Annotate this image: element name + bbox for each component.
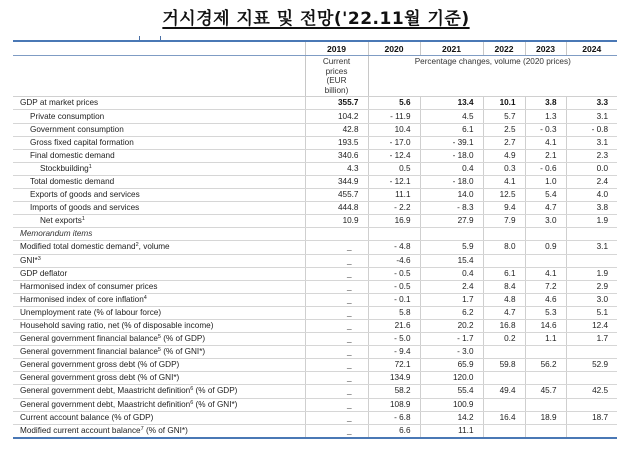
year-header: 2021 bbox=[420, 41, 483, 56]
value-cell-2022: 5.7 bbox=[483, 110, 525, 123]
value-cell-2023: 14.6 bbox=[525, 319, 566, 332]
table-row bbox=[13, 280, 617, 293]
value-cell-2023: 45.7 bbox=[525, 385, 566, 398]
value-cell-2024: 0.0 bbox=[566, 162, 617, 175]
value-cell-2021: 14.2 bbox=[420, 411, 483, 424]
value-cell-2022: 8.0 bbox=[483, 241, 525, 254]
value-cell-2022: 7.9 bbox=[483, 215, 525, 228]
value-cell-2019: 193.5 bbox=[305, 136, 368, 149]
footnote-marker: 5 bbox=[157, 334, 161, 341]
value-cell-2019: _ bbox=[305, 398, 368, 411]
row-label: Government consumption bbox=[13, 123, 305, 136]
value-cell-2024: - 0.8 bbox=[566, 123, 617, 136]
row-label: GNI*$^3$ bbox=[13, 254, 305, 267]
value-cell-2021: 11.1 bbox=[420, 424, 483, 438]
value-cell-2020: - 2.2 bbox=[368, 202, 420, 215]
value-cell-2023 bbox=[525, 372, 566, 385]
value-cell-2023: 4.6 bbox=[525, 293, 566, 306]
row-label: General government debt, Maastricht definition$^6$ (% of GDP) bbox=[13, 385, 305, 398]
row-label: Imports of goods and services bbox=[13, 202, 305, 215]
value-cell-2023: 18.9 bbox=[525, 411, 566, 424]
value-cell-2021: - 3.0 bbox=[420, 346, 483, 359]
table-row bbox=[13, 372, 617, 385]
value-cell-2020: 108.9 bbox=[368, 398, 420, 411]
percentage-changes-note: Percentage changes, volume (2020 prices) bbox=[368, 56, 617, 97]
value-cell-2024: 3.1 bbox=[566, 241, 617, 254]
value-cell-2024 bbox=[566, 228, 617, 241]
footnote-marker: 1 bbox=[88, 163, 92, 170]
value-cell-2020: - 11.9 bbox=[368, 110, 420, 123]
value-cell-2021: 65.9 bbox=[420, 359, 483, 372]
row-label: Current account balance (% of GDP) bbox=[13, 411, 305, 424]
value-cell-2021: 20.2 bbox=[420, 319, 483, 332]
value-cell-2022: 0.2 bbox=[483, 333, 525, 346]
value-cell-2023: 3.0 bbox=[525, 215, 566, 228]
value-cell-2023: 3.8 bbox=[525, 97, 566, 110]
table-row bbox=[13, 293, 617, 306]
row-label: Harmonised index of consumer prices bbox=[13, 280, 305, 293]
year-header-row bbox=[13, 41, 617, 56]
value-cell-2024: 18.7 bbox=[566, 411, 617, 424]
value-cell-2019: _ bbox=[305, 346, 368, 359]
value-cell-2021: 15.4 bbox=[420, 254, 483, 267]
footnote-marker: 1 bbox=[81, 216, 85, 223]
footnote-marker: 4 bbox=[143, 294, 147, 301]
value-cell-2024: 1.7 bbox=[566, 333, 617, 346]
value-cell-2023 bbox=[525, 346, 566, 359]
value-cell-2022: 9.4 bbox=[483, 202, 525, 215]
value-cell-2020: - 6.8 bbox=[368, 411, 420, 424]
value-cell-2022: 59.8 bbox=[483, 359, 525, 372]
value-cell-2019: 455.7 bbox=[305, 189, 368, 202]
value-cell-2022: 16.4 bbox=[483, 411, 525, 424]
value-cell-2020: 72.1 bbox=[368, 359, 420, 372]
value-cell-2024: 2.9 bbox=[566, 280, 617, 293]
value-cell-2023: 4.1 bbox=[525, 267, 566, 280]
value-cell-2023: 2.1 bbox=[525, 149, 566, 162]
value-cell-2019: _ bbox=[305, 280, 368, 293]
value-cell-2019: _ bbox=[305, 319, 368, 332]
value-cell-2020: -4.6 bbox=[368, 254, 420, 267]
value-cell-2024: 3.0 bbox=[566, 293, 617, 306]
value-cell-2021: 27.9 bbox=[420, 215, 483, 228]
unit-header-row bbox=[13, 56, 617, 97]
year-header: 2024 bbox=[566, 41, 617, 56]
table-row bbox=[13, 175, 617, 188]
table-row bbox=[13, 424, 617, 438]
row-label: General government financial balance$^5$ (% of GDP) bbox=[13, 333, 305, 346]
row-label: Net exports$^1$ bbox=[13, 215, 305, 228]
value-cell-2019: _ bbox=[305, 424, 368, 438]
value-cell-2022: 4.8 bbox=[483, 293, 525, 306]
table-body bbox=[13, 97, 617, 438]
footnote-marker: 2 bbox=[135, 242, 139, 249]
value-cell-2019: _ bbox=[305, 241, 368, 254]
table-row bbox=[13, 398, 617, 411]
value-cell-2022: 4.7 bbox=[483, 306, 525, 319]
value-cell-2024: 3.8 bbox=[566, 202, 617, 215]
value-cell-2021: 120.0 bbox=[420, 372, 483, 385]
footnote-marker: 6 bbox=[190, 386, 194, 393]
table-row bbox=[13, 267, 617, 280]
row-label: General government debt, Maastricht definition$^6$ (% of GNI*) bbox=[13, 398, 305, 411]
row-label: General government gross debt (% of GDP) bbox=[13, 359, 305, 372]
value-cell-2020 bbox=[368, 228, 420, 241]
value-cell-2021: - 1.7 bbox=[420, 333, 483, 346]
value-cell-2023: - 0.6 bbox=[525, 162, 566, 175]
row-label: Modified total domestic demand$^2$, volume bbox=[13, 241, 305, 254]
value-cell-2022: 4.9 bbox=[483, 149, 525, 162]
value-cell-2022: 0.3 bbox=[483, 162, 525, 175]
value-cell-2021: 0.4 bbox=[420, 267, 483, 280]
value-cell-2024: 1.9 bbox=[566, 267, 617, 280]
value-cell-2021: 6.2 bbox=[420, 306, 483, 319]
row-label: Modified current account balance$^7$ (% of GNI*) bbox=[13, 424, 305, 438]
value-cell-2021: - 8.3 bbox=[420, 202, 483, 215]
value-cell-2024: 1.9 bbox=[566, 215, 617, 228]
table-row bbox=[13, 333, 617, 346]
table-row bbox=[13, 319, 617, 332]
value-cell-2023 bbox=[525, 398, 566, 411]
row-label: Total domestic demand bbox=[13, 175, 305, 188]
value-cell-2019: _ bbox=[305, 385, 368, 398]
row-label: Final domestic demand bbox=[13, 149, 305, 162]
table-row bbox=[13, 215, 617, 228]
row-label: Stockbuilding$^1$ bbox=[13, 162, 305, 175]
value-cell-2021: 6.1 bbox=[420, 123, 483, 136]
value-cell-2019: 104.2 bbox=[305, 110, 368, 123]
value-cell-2023: 1.0 bbox=[525, 175, 566, 188]
value-cell-2020: 11.1 bbox=[368, 189, 420, 202]
row-label: GDP deflator bbox=[13, 267, 305, 280]
value-cell-2023: 0.9 bbox=[525, 241, 566, 254]
value-cell-2024 bbox=[566, 424, 617, 438]
value-cell-2021 bbox=[420, 228, 483, 241]
value-cell-2021: 4.5 bbox=[420, 110, 483, 123]
value-cell-2024 bbox=[566, 346, 617, 359]
value-cell-2020: 10.4 bbox=[368, 123, 420, 136]
table-row bbox=[13, 136, 617, 149]
value-cell-2024: 5.1 bbox=[566, 306, 617, 319]
value-cell-2019: 340.6 bbox=[305, 149, 368, 162]
value-cell-2022: 4.1 bbox=[483, 175, 525, 188]
table-row bbox=[13, 306, 617, 319]
value-cell-2019: _ bbox=[305, 359, 368, 372]
value-cell-2024: 2.3 bbox=[566, 149, 617, 162]
row-label: Gross fixed capital formation bbox=[13, 136, 305, 149]
value-cell-2022: 12.5 bbox=[483, 189, 525, 202]
label-column-header bbox=[13, 41, 305, 56]
footnote-marker: 3 bbox=[37, 255, 41, 262]
year-header: 2020 bbox=[368, 41, 420, 56]
row-label: General government gross debt (% of GNI*) bbox=[13, 372, 305, 385]
value-cell-2020: 21.6 bbox=[368, 319, 420, 332]
current-prices-note: Current prices (EUR billion) bbox=[305, 56, 368, 97]
row-label: Harmonised index of core inflation$^4$ bbox=[13, 293, 305, 306]
value-cell-2022 bbox=[483, 228, 525, 241]
value-cell-2023: 5.4 bbox=[525, 189, 566, 202]
value-cell-2022: 8.4 bbox=[483, 280, 525, 293]
table-row bbox=[13, 359, 617, 372]
value-cell-2022: 49.4 bbox=[483, 385, 525, 398]
value-cell-2022: 2.5 bbox=[483, 123, 525, 136]
value-cell-2024: 3.3 bbox=[566, 97, 617, 110]
row-label: Unemployment rate (% of labour force) bbox=[13, 306, 305, 319]
value-cell-2021: 0.4 bbox=[420, 162, 483, 175]
year-header: 2023 bbox=[525, 41, 566, 56]
value-cell-2019: _ bbox=[305, 411, 368, 424]
value-cell-2020: - 0.5 bbox=[368, 267, 420, 280]
value-cell-2020: 5.6 bbox=[368, 97, 420, 110]
value-cell-2020: 134.9 bbox=[368, 372, 420, 385]
row-label: Household saving ratio, net (% of disposable income) bbox=[13, 319, 305, 332]
row-label: GDP at market prices bbox=[13, 97, 305, 110]
value-cell-2020: 58.2 bbox=[368, 385, 420, 398]
value-cell-2024: 3.1 bbox=[566, 110, 617, 123]
value-cell-2020: - 4.8 bbox=[368, 241, 420, 254]
value-cell-2021: 5.9 bbox=[420, 241, 483, 254]
value-cell-2020: 6.6 bbox=[368, 424, 420, 438]
table-row bbox=[13, 123, 617, 136]
value-cell-2022: 16.8 bbox=[483, 319, 525, 332]
value-cell-2020: - 0.1 bbox=[368, 293, 420, 306]
table-row bbox=[13, 254, 617, 267]
value-cell-2024: 12.4 bbox=[566, 319, 617, 332]
year-header: 2022 bbox=[483, 41, 525, 56]
value-cell-2019: _ bbox=[305, 293, 368, 306]
value-cell-2019: 42.8 bbox=[305, 123, 368, 136]
row-label: Exports of goods and services bbox=[13, 189, 305, 202]
value-cell-2021: - 18.0 bbox=[420, 175, 483, 188]
macro-indicators-table bbox=[13, 40, 617, 439]
value-cell-2024: 52.9 bbox=[566, 359, 617, 372]
value-cell-2023: 4.7 bbox=[525, 202, 566, 215]
value-cell-2024: 42.5 bbox=[566, 385, 617, 398]
value-cell-2023 bbox=[525, 424, 566, 438]
value-cell-2024: 3.1 bbox=[566, 136, 617, 149]
year-header: 2019 bbox=[305, 41, 368, 56]
value-cell-2019: 4.3 bbox=[305, 162, 368, 175]
value-cell-2022 bbox=[483, 372, 525, 385]
value-cell-2024: 4.0 bbox=[566, 189, 617, 202]
value-cell-2019: _ bbox=[305, 333, 368, 346]
value-cell-2022 bbox=[483, 398, 525, 411]
value-cell-2022 bbox=[483, 254, 525, 267]
value-cell-2019: _ bbox=[305, 254, 368, 267]
value-cell-2023: 1.1 bbox=[525, 333, 566, 346]
page-title: 거시경제 지표 및 전망('22.11월 기준) bbox=[162, 9, 470, 29]
table-row bbox=[13, 385, 617, 398]
value-cell-2024 bbox=[566, 372, 617, 385]
value-cell-2021: 55.4 bbox=[420, 385, 483, 398]
value-cell-2023: 1.3 bbox=[525, 110, 566, 123]
table-row bbox=[13, 346, 617, 359]
value-cell-2022: 6.1 bbox=[483, 267, 525, 280]
value-cell-2023: 56.2 bbox=[525, 359, 566, 372]
value-cell-2020: 16.9 bbox=[368, 215, 420, 228]
value-cell-2021: 100.9 bbox=[420, 398, 483, 411]
table-row bbox=[13, 202, 617, 215]
value-cell-2020: - 9.4 bbox=[368, 346, 420, 359]
value-cell-2021: - 18.0 bbox=[420, 149, 483, 162]
table-row bbox=[13, 411, 617, 424]
value-cell-2020: - 0.5 bbox=[368, 280, 420, 293]
value-cell-2023 bbox=[525, 254, 566, 267]
table-row bbox=[13, 97, 617, 110]
value-cell-2020: 0.5 bbox=[368, 162, 420, 175]
value-cell-2019: _ bbox=[305, 372, 368, 385]
table-row bbox=[13, 228, 617, 241]
value-cell-2019: 355.7 bbox=[305, 97, 368, 110]
value-cell-2023: - 0.3 bbox=[525, 123, 566, 136]
value-cell-2022: 2.7 bbox=[483, 136, 525, 149]
value-cell-2019: 444.8 bbox=[305, 202, 368, 215]
value-cell-2019: 10.9 bbox=[305, 215, 368, 228]
value-cell-2021: 2.4 bbox=[420, 280, 483, 293]
value-cell-2019: 344.9 bbox=[305, 175, 368, 188]
value-cell-2023: 5.3 bbox=[525, 306, 566, 319]
table-row bbox=[13, 189, 617, 202]
row-label: Memorandum items bbox=[13, 228, 305, 241]
value-cell-2022: 10.1 bbox=[483, 97, 525, 110]
value-cell-2021: 14.0 bbox=[420, 189, 483, 202]
value-cell-2020: - 12.1 bbox=[368, 175, 420, 188]
table-row bbox=[13, 149, 617, 162]
value-cell-2023: 7.2 bbox=[525, 280, 566, 293]
value-cell-2023 bbox=[525, 228, 566, 241]
row-label: General government financial balance$^5$ (% of GNI*) bbox=[13, 346, 305, 359]
value-cell-2020: - 5.0 bbox=[368, 333, 420, 346]
value-cell-2021: 1.7 bbox=[420, 293, 483, 306]
value-cell-2019: _ bbox=[305, 306, 368, 319]
value-cell-2019: _ bbox=[305, 267, 368, 280]
value-cell-2021: 13.4 bbox=[420, 97, 483, 110]
footnote-marker: 7 bbox=[140, 425, 144, 432]
footnote-marker: 5 bbox=[157, 347, 161, 354]
value-cell-2024 bbox=[566, 398, 617, 411]
footnote-marker: 6 bbox=[190, 399, 194, 406]
value-cell-2021: - 39.1 bbox=[420, 136, 483, 149]
value-cell-2024 bbox=[566, 254, 617, 267]
table-row bbox=[13, 241, 617, 254]
empty-cell bbox=[13, 56, 305, 97]
value-cell-2020: 5.8 bbox=[368, 306, 420, 319]
value-cell-2020: - 12.4 bbox=[368, 149, 420, 162]
value-cell-2022 bbox=[483, 424, 525, 438]
value-cell-2020: - 17.0 bbox=[368, 136, 420, 149]
value-cell-2019 bbox=[305, 228, 368, 241]
table-row bbox=[13, 110, 617, 123]
value-cell-2022 bbox=[483, 346, 525, 359]
table-row bbox=[13, 162, 617, 175]
value-cell-2023: 4.1 bbox=[525, 136, 566, 149]
row-label: Private consumption bbox=[13, 110, 305, 123]
value-cell-2024: 2.4 bbox=[566, 175, 617, 188]
